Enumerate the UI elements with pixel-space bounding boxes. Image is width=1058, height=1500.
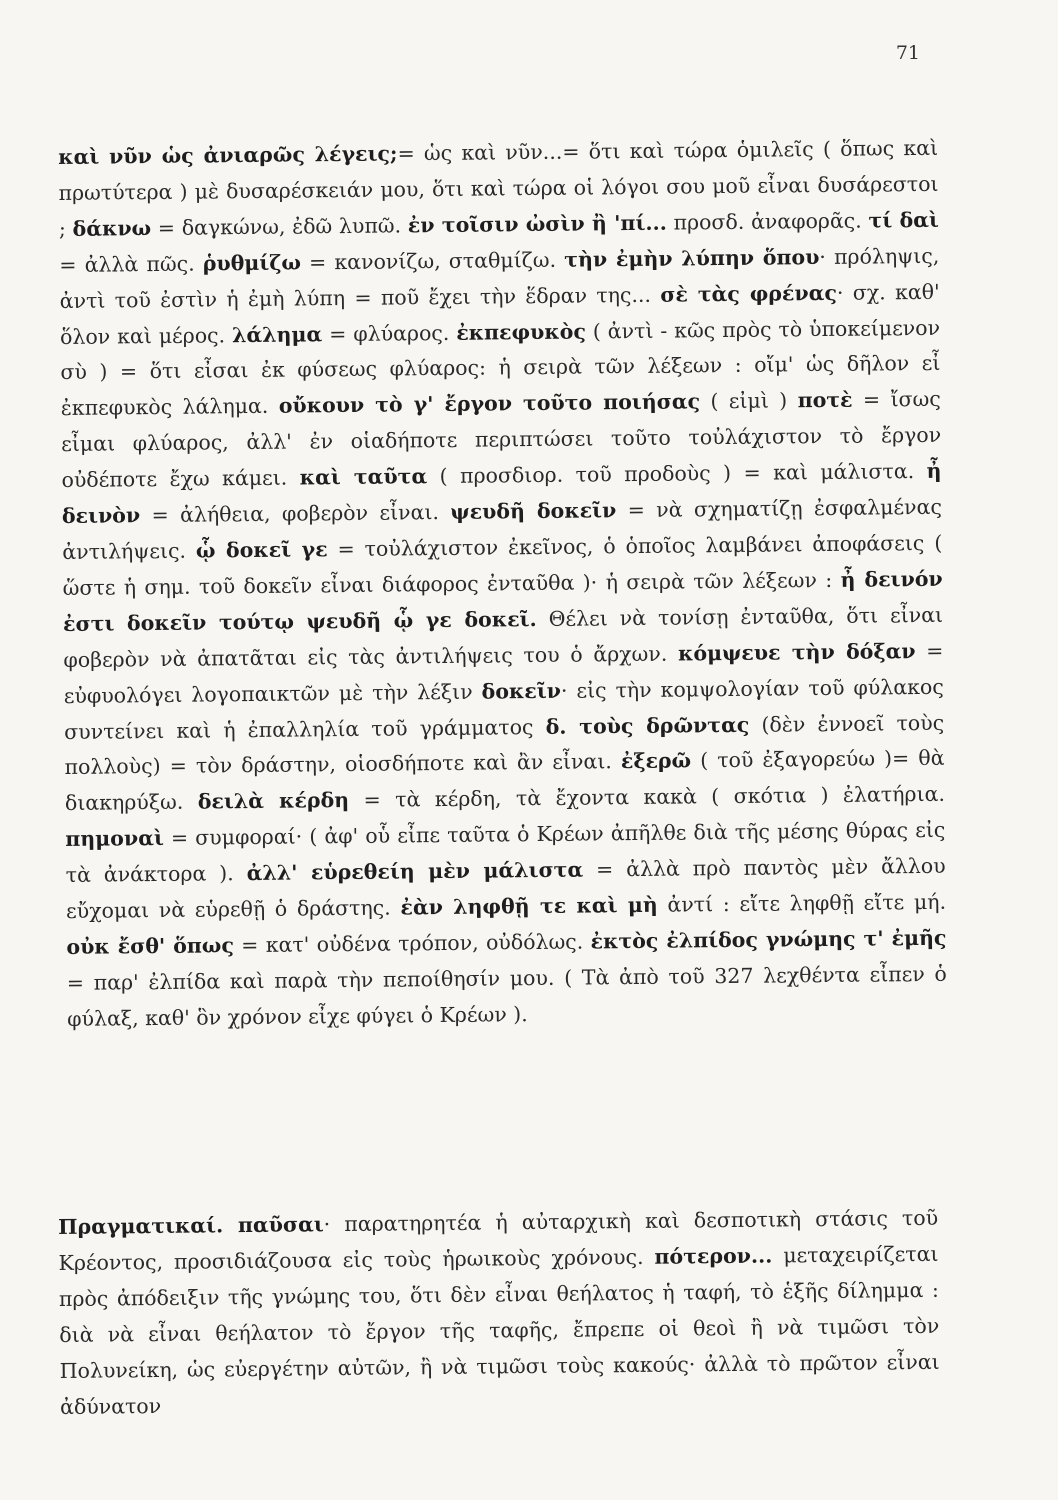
- gloss: = φλύαρος.: [322, 320, 457, 346]
- lemma: σὲ τὰς φρένας: [660, 280, 838, 307]
- gloss: ( εἰμὶ ): [699, 388, 798, 414]
- lemma: κόμψευε τὴν δόξαν: [677, 638, 916, 666]
- gloss: = ἀλλὰ πρὸ παντὸς μὲν ἄλλου εὔχομαι νὰ εὑρεθῇ ὁ δράστης.: [65, 853, 946, 923]
- lemma: ἀλλ' εὑρεθείη μὲν μάλιστα: [246, 857, 584, 886]
- lemma: καὶ νῦν ὡς ἀνιαρῶς λέγεις;: [58, 141, 398, 169]
- lemma: καὶ ταῦτα: [299, 464, 428, 490]
- gloss: = τοὐλάχιστον ἐκεῖνος, ὁ ὁποῖος λαμβάνει ἀποφάσεις ( ὥστε ἡ σημ. τοῦ δοκεῖν εἶναι διάφορος ἐνταῦθα )· ἡ σειρὰ τῶν λέξεων :: [62, 530, 943, 600]
- gloss: = τὰ κέρδη, τὰ ἔχοντα κακὰ ( σκότια ) ἐλατήρια.: [348, 782, 946, 813]
- lemma: οὐκ ἔσθ' ὅπως: [66, 933, 234, 959]
- lemma: ῥυθμίζω: [202, 250, 302, 276]
- gloss: ( τοῦ ἐξαγορεύω )= θὰ διακηρύξω.: [64, 746, 945, 816]
- lemma: δάκνω: [72, 215, 152, 241]
- lemma: δοκεῖν: [481, 678, 562, 704]
- gloss: · πρόληψις, ἀντὶ τοῦ ἐστὶν ἡ ἐμὴ λύπη = ποῦ ἔχει τὴν ἕδραν της...: [59, 243, 940, 313]
- gloss: προσδ. ἀναφορᾶς.: [666, 208, 869, 235]
- gloss: = ἴσως εἶμαι φλύαρος, ἀλλ' ἐν οἱαδήποτε περιπτώσει τοῦτο τοὐλάχιστον τὸ ἔργον οὐδέποτε ἔχω κάμει.: [61, 387, 942, 493]
- lemma: Πραγματικαί. παῦσαι: [58, 1212, 324, 1239]
- gloss: · σχ. καθ' ὅλον καὶ μέρος.: [59, 279, 940, 349]
- gloss: μεταχειρίζεται πρὸς ἀπόδειξιν τῆς γνώμης του, ὅτι δὲν εἶναι θεήλατος ἡ ταφή, τὸ ἑξῆς δίλημμα : διὰ νὰ εἶναι θεήλατον τὸ ἔργον τῆς ταφῆς, ἔπρεπε οἱ θεοὶ ἢ νὰ τιμῶσι τὸν Πολυνείκη, ὡς εὐεργέτην αὐτῶν, ἢ νὰ τιμῶσι τοὺς κακούς· ἀλλὰ τὸ πρῶτον εἶναι ἀδύνατον: [58, 1241, 940, 1419]
- gloss: ( προσδιορ. τοῦ προδοὺς ) = καὶ μάλιστα.: [427, 459, 927, 489]
- commentary-paragraph: [58, 131, 947, 1038]
- lemma: ἐκπεφυκὸς: [456, 319, 586, 345]
- gloss: = ἀλήθεια, φοβερὸν εἶναι.: [139, 499, 451, 528]
- commentary-paragraph: [58, 1201, 940, 1426]
- lemma: λάλημα: [231, 321, 323, 347]
- lemma: ἐν τοῖσιν ὠσὶν ἢ 'πί...: [407, 210, 667, 238]
- lemma: ἐξερῶ: [620, 748, 692, 774]
- gloss: ἀντί : εἴτε ληφθῇ εἴτε μή.: [657, 889, 947, 917]
- gloss: Θέλει νὰ τονίσῃ ἐνταῦθα, ὅτι εἶναι φοβερὸν νὰ ἀπατᾶται εἰς τὰς ἀντιλήψεις του ὁ ἄρχων.: [63, 602, 944, 672]
- gloss: = νὰ σχηματίζῃ ἐσφαλμένας ἀντιλήψεις.: [62, 494, 942, 564]
- lemma: πημοναὶ: [65, 826, 164, 852]
- lemma: ᾧ δοκεῖ γε: [195, 537, 328, 563]
- lemma: ψευδῆ δοκεῖν: [450, 498, 617, 524]
- lemma: τί δαὶ: [868, 207, 940, 233]
- gloss: = κατ' οὐδένα τρόπον, οὐδόλως.: [233, 929, 591, 958]
- lemma: ἐὰν ληφθῇ τε καὶ μὴ: [400, 892, 658, 920]
- gloss: = εὐφυολόγει λογοπαικτῶν μὲ τὴν λέξιν: [63, 638, 944, 708]
- lemma: πότερον...: [654, 1243, 773, 1269]
- gloss: = ὡς καὶ νῦν...= ὅτι καὶ τώρα ὁμιλεῖς ( ὅπως καὶ πρωτύτερα ) μὲ δυσαρέσκειάν μου, ὅτι καὶ τώρα οἱ λόγοι σου μοῦ εἶναι δυσάρεστοι ;: [58, 135, 939, 241]
- lemma: δ. τοὺς δρῶντας: [545, 712, 750, 739]
- gloss: = δαγκώνω, ἐδῶ λυπῶ.: [151, 213, 408, 240]
- gloss: · παρατηρητέα ἡ αὐταρχικὴ καὶ δεσποτικὴ στάσις τοῦ Κρέοντος, προσιδιάζουσα εἰς τοὺς ἡρωικοὺς χρόνους.: [58, 1205, 939, 1275]
- lemma: οὔκουν τὸ γ' ἔργον τοῦτο ποιήσας: [278, 389, 701, 419]
- gloss: = συμφοραί· ( ἀφ' οὗ εἶπε ταῦτα ὁ Κρέων ἀπῆλθε διὰ τῆς μέσης θύρας εἰς τὰ ἀνάκτορα ).: [65, 817, 946, 888]
- lemma: ἦ δεινὸν: [61, 458, 942, 529]
- lemma: δειλὰ κέρδη: [197, 788, 350, 814]
- lemma: ἐκτὸς ἐλπίδος γνώμης τ' ἐμῆς: [590, 925, 947, 954]
- gloss: (δὲν ἐννοεῖ τοὺς πολλοὺς) = τὸν δράστην, οἱοσδήποτε καὶ ἂν εἶναι.: [64, 710, 945, 780]
- lemma: ποτὲ: [797, 388, 853, 413]
- gloss: = κανονίζω, σταθμίζω.: [300, 247, 565, 275]
- lemma: τὴν ἐμὴν λύπην ὅπου: [564, 244, 820, 272]
- gloss: = ἀλλὰ πῶς.: [59, 251, 203, 277]
- gloss: = παρ' ἐλπίδα καὶ παρὰ τὴν πεποίθησίν μου. ( Τὰ ἀπὸ τοῦ 327 λεχθέντα εἶπεν ὁ φύλαξ, καθ' ὃν χρόνον εἶχε φύγει ὁ Κρέων ).: [66, 961, 947, 1031]
- page-number: 71: [895, 42, 920, 64]
- gloss: ( ἀντὶ - κῶς πρὸς τὸ ὑποκείμενον σὺ ) = ὅτι εἶσαι ἐκ φύσεως φλύαρος: ἡ σειρὰ τῶν λέξεων : οἴμ' ὡς δῆλον εἶ ἐκπεφυκὸς λάλημα.: [60, 315, 941, 421]
- gloss: · εἰς τὴν κομψολογίαν τοῦ φύλακος συντείνει καὶ ἡ ἐπαλληλία τοῦ γράμματος: [64, 674, 944, 744]
- lemma: ἦ δεινόν ἐστι δοκεῖν τούτῳ ψευδῆ ᾧ γε δοκεῖ.: [62, 566, 943, 636]
